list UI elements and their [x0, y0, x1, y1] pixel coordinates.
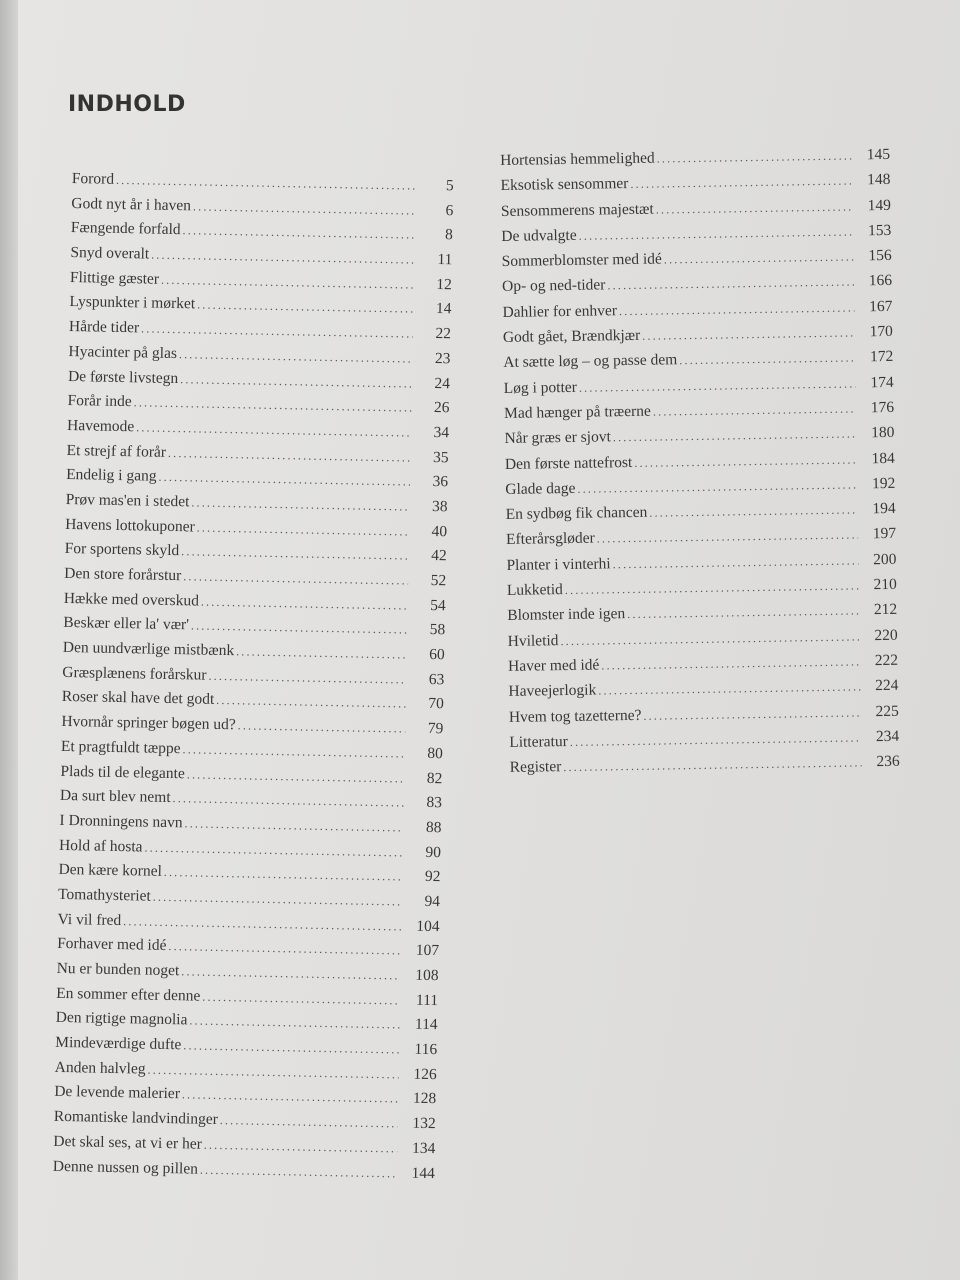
toc-page-number: 58: [429, 621, 446, 639]
toc-dot-leader: [642, 326, 855, 344]
toc-page-number: 210: [873, 575, 897, 594]
toc-entry-title: Havemode: [66, 416, 135, 436]
toc-dot-leader: [577, 477, 857, 496]
toc-page-number: 92: [424, 868, 441, 886]
toc-entry-title: En sydbøg fik chancen: [505, 503, 648, 524]
toc-entry-title: Romantiske landvindinger: [53, 1107, 218, 1129]
toc-dot-leader: [180, 372, 412, 391]
toc-dot-leader: [141, 321, 413, 341]
toc-dot-leader: [649, 503, 858, 521]
toc-entry-title: Den kære kornel: [58, 861, 163, 881]
toc-page-number: 94: [424, 892, 441, 911]
toc-entry-title: Godt gået, Brændkjær: [502, 326, 641, 347]
toc-page-number: 153: [867, 221, 892, 240]
toc-dot-leader: [236, 644, 407, 662]
toc-entry-title: Op- og ned-tider: [501, 276, 606, 296]
toc-page-number: 170: [869, 322, 894, 341]
toc-page-number: 35: [432, 448, 449, 466]
toc-entry-title: De levende malerier: [54, 1083, 181, 1103]
toc-dot-leader: [627, 604, 859, 623]
toc-dot-leader: [123, 914, 402, 934]
toc-entry-title: Et pragtfuldt tæppe: [60, 737, 181, 758]
toc-entry-title: Vi vil fred: [57, 910, 122, 929]
toc-page-number: 14: [435, 300, 452, 318]
toc-dot-leader: [161, 272, 414, 292]
toc-page-number: 12: [436, 275, 453, 294]
toc-dot-leader: [202, 989, 400, 1008]
toc-page-number: 107: [415, 942, 440, 960]
toc-page-number: 23: [434, 349, 451, 368]
toc-dot-leader: [151, 248, 414, 268]
toc-entry-title: Endelig i gang: [65, 466, 157, 485]
toc-page-number: 83: [426, 794, 443, 812]
toc-dot-leader: [601, 654, 860, 673]
toc-page-number: 6: [445, 201, 454, 220]
toc-dot-leader: [560, 629, 859, 649]
toc-dot-leader: [144, 840, 403, 860]
toc-entry-title: Flittige gæster: [69, 268, 160, 288]
toc-column-left: [53, 170, 454, 1189]
toc-page-number: 104: [416, 917, 440, 935]
toc-entry-title: Den uundværlige mistbænk: [62, 638, 235, 660]
toc-entry-title: Hold af hosta: [58, 836, 143, 856]
toc-page-number: 52: [430, 571, 447, 590]
toc-entry-title: Den store forårstur: [64, 564, 182, 585]
toc-dot-leader: [598, 680, 860, 699]
toc-page-number: 148: [867, 171, 891, 189]
toc-dot-leader: [153, 890, 402, 910]
toc-dot-leader: [183, 569, 408, 588]
toc-page-number: 8: [444, 226, 453, 244]
toc-entry-title: Mad hænger på træerne: [503, 402, 652, 422]
toc-entry-title: Blomster inde igen: [507, 605, 626, 625]
toc-entry-title: Hvornår springer bøgen ud?: [61, 713, 236, 734]
toc-entry-title: Hække med overskud: [63, 589, 200, 610]
toc-page-number: 222: [874, 651, 899, 670]
toc-page-number: 70: [428, 695, 444, 713]
toc-dot-leader: [168, 445, 411, 465]
toc-entry-title: En sommer efter denne: [56, 984, 201, 1005]
toc-dot-leader: [181, 964, 401, 983]
toc-dot-leader: [201, 594, 408, 613]
toc-dot-leader: [182, 1088, 399, 1107]
toc-page-number: 236: [876, 752, 900, 771]
toc-dot-leader: [183, 1038, 399, 1057]
toc-page-number: 176: [870, 398, 895, 417]
toc-page-number: 54: [430, 596, 446, 614]
toc-dot-leader: [597, 528, 859, 547]
toc-entry-title: De udvalgte: [501, 226, 577, 245]
toc-dot-leader: [187, 767, 405, 786]
toc-entry-title: Lyspunkter i mørket: [69, 293, 196, 313]
toc-page-number: 88: [425, 818, 442, 837]
toc-entry-title: Løg i potter: [503, 378, 578, 397]
toc-page-number: 174: [870, 373, 894, 391]
toc-page-number: 225: [875, 702, 899, 720]
toc-page-number: 36: [432, 473, 449, 491]
toc-dot-leader: [653, 401, 856, 419]
toc-entry-title: Hviletid: [507, 631, 559, 650]
toc-entry-title: De første livstegn: [67, 367, 179, 387]
toc-dot-leader: [216, 693, 406, 712]
toc-entry-title: Haveejerlogik: [508, 681, 597, 701]
toc-dot-leader: [563, 756, 862, 776]
toc-dot-leader: [679, 351, 855, 369]
toc-dot-leader: [116, 173, 416, 194]
toc-page-number: 5: [445, 177, 454, 195]
toc-dot-leader: [197, 298, 414, 317]
toc-page-number: 80: [427, 744, 444, 763]
toc-entry-title: Haver med idé: [507, 656, 600, 675]
toc-dot-leader: [238, 718, 406, 736]
toc-dot-leader: [570, 730, 862, 750]
toc-page-number: 132: [412, 1114, 436, 1133]
toc-dot-leader: [579, 224, 854, 243]
toc-dot-leader: [607, 275, 854, 294]
toc-dot-leader: [579, 376, 856, 395]
toc-page-number: 194: [872, 499, 896, 518]
toc-page-number: 184: [871, 449, 895, 467]
toc-entry-title: I Dronningens navn: [59, 811, 183, 832]
toc-page-number: 224: [875, 677, 899, 695]
toc-dot-leader: [191, 619, 408, 638]
toc-entry-title: Denne nussen og pillen: [52, 1157, 199, 1178]
toc-page-number: 166: [868, 272, 893, 290]
toc-entry-title: Godt nyt år i haven: [71, 194, 192, 214]
toc-entry-title: Den første nattefrost: [504, 453, 633, 473]
toc-page-number: 108: [415, 966, 439, 985]
toc-dot-leader: [191, 495, 409, 514]
toc-entry-title: Græsplænens forårskur: [62, 663, 207, 684]
toc-dot-leader: [200, 1162, 397, 1181]
toc-entry-title: Forord: [71, 170, 115, 188]
toc-entry-title: Forhaver med idé: [56, 935, 167, 955]
toc-dot-leader: [220, 1113, 398, 1131]
toc-dot-leader: [184, 816, 403, 835]
toc-entry-title: Glade dage: [505, 479, 576, 498]
toc-entry-title: Dahlier for enhver: [502, 301, 618, 321]
toc-page-number: 24: [434, 374, 451, 392]
toc-dot-leader: [193, 199, 416, 218]
toc-page-number: 197: [872, 525, 897, 543]
toc-entry-title: Prøv mas'en i stedet: [65, 490, 190, 511]
toc-dot-leader: [168, 939, 401, 958]
toc-entry-title: Beskær eller la' vær': [63, 614, 190, 634]
toc-entry-title: Sommerblomster med idé: [501, 250, 662, 271]
toc-page-number: 192: [871, 474, 896, 493]
toc-dot-leader: [613, 553, 859, 572]
toc-dot-leader: [136, 420, 411, 440]
toc-page-number: 145: [866, 145, 891, 164]
toc-page-number: 111: [415, 991, 439, 1009]
toc-dot-leader: [643, 705, 861, 723]
toc-entry-title: Fængende forfald: [70, 219, 181, 239]
toc-page-number: 234: [875, 727, 900, 745]
toc-page-number: 128: [412, 1090, 437, 1108]
toc-dot-leader: [158, 470, 410, 490]
toc-page-number: 34: [433, 423, 450, 442]
toc-entry-title: At sætte løg – og passe dem: [503, 351, 678, 372]
toc-page-number: 22: [435, 325, 452, 343]
toc-page-number: 180: [871, 424, 895, 442]
toc-page-number: 116: [414, 1040, 438, 1059]
toc-dot-leader: [619, 300, 855, 319]
toc-page-number: 11: [437, 251, 453, 269]
toc-page-number: 200: [873, 550, 897, 568]
toc-page-number: 134: [411, 1139, 436, 1157]
toc-dot-leader: [182, 224, 414, 243]
toc-entry-title: Et strejf af forår: [66, 441, 167, 461]
toc-dot-leader: [630, 174, 852, 192]
toc-entry-title: Register: [509, 758, 562, 777]
toc-dot-leader: [208, 668, 406, 687]
toc-dot-leader: [181, 544, 409, 563]
toc-entry-title: Plads til de elegante: [60, 762, 186, 782]
toc-dot-leader: [656, 199, 853, 217]
toc-page-number: 167: [869, 297, 893, 315]
toc-page-number: 114: [414, 1016, 438, 1034]
toc-page-number: 79: [427, 720, 444, 738]
toc-entry-title: Sensommerens majestæt: [500, 200, 654, 220]
page-title: INDHOLD: [68, 92, 186, 117]
toc-dot-leader: [179, 347, 413, 366]
toc-entry-title: Roser skal have det godt: [61, 688, 215, 709]
toc-page-number: 212: [873, 601, 898, 619]
toc-page-number: 144: [411, 1164, 435, 1182]
toc-entry-title: Når græs er sjovt: [504, 428, 611, 448]
toc-entry-title: Efterårsgløder: [505, 530, 595, 549]
toc-page-number: 90: [425, 843, 442, 861]
toc-page-number: 26: [433, 399, 450, 417]
toc-dot-leader: [134, 395, 412, 415]
toc-entry-title: Nu er bunden noget: [56, 959, 180, 980]
toc-page-number: 156: [868, 247, 892, 265]
toc-page-number: 60: [429, 646, 445, 664]
toc-entry-title: Hortensias hemmelighed: [500, 149, 655, 169]
toc-entry-title: Eksotisk sensommer: [500, 175, 629, 195]
toc-page-number: 172: [869, 348, 894, 366]
toc-dot-leader: [182, 742, 405, 761]
toc-dot-leader: [565, 578, 859, 598]
toc-entry-title: Tomathysteriet: [57, 885, 152, 905]
toc-dot-leader: [634, 452, 857, 470]
toc-entry-title: Hvem tog tazetterne?: [508, 706, 642, 726]
toc-entry-title: Da surt blev nemt: [59, 787, 171, 807]
toc-entry-title: Hårde tider: [68, 318, 140, 337]
toc-dot-leader: [164, 865, 403, 885]
toc-page-number: 42: [430, 547, 447, 565]
toc-entry-title: Hyacinter på glas: [68, 342, 178, 362]
toc-dot-leader: [664, 250, 854, 268]
toc-entry-title: Anden halvleg: [54, 1058, 146, 1078]
toc-page-number: 82: [426, 769, 443, 787]
book-spine-shadow: [0, 0, 18, 1280]
toc-dot-leader: [197, 520, 410, 539]
toc-entry-title: For sportens skyld: [64, 540, 180, 560]
toc-page-number: 38: [431, 497, 448, 516]
toc-column-right: [500, 146, 900, 784]
toc-entry-title: Litteratur: [509, 732, 568, 751]
toc-entry-title: Forår inde: [67, 392, 132, 411]
toc-entry-title: Lukketid: [506, 581, 563, 599]
toc-entry-title: Det skal ses, at vi er her: [53, 1132, 202, 1153]
toc-entry-title: Planter i vinterhi: [506, 555, 611, 574]
toc-entry-title: Havens lottokuponer: [65, 515, 195, 536]
toc-dot-leader: [147, 1062, 398, 1082]
toc-dot-leader: [613, 427, 857, 446]
toc-dot-leader: [189, 1014, 400, 1033]
toc-dot-leader: [172, 791, 404, 810]
toc-entry-title: Snyd overalt: [70, 244, 150, 263]
toc-page-number: 126: [413, 1065, 437, 1083]
toc-entry-title: Mindeværdige dufte: [55, 1033, 182, 1054]
toc-page-number: 63: [428, 670, 445, 688]
toc-entry-title: Den rigtige magnolia: [55, 1009, 188, 1029]
toc-dot-leader: [204, 1138, 398, 1157]
toc-dot-leader: [657, 148, 853, 166]
toc-page-number: 220: [874, 626, 898, 644]
toc-page-number: 40: [431, 522, 448, 540]
toc-page-number: 149: [867, 196, 892, 214]
